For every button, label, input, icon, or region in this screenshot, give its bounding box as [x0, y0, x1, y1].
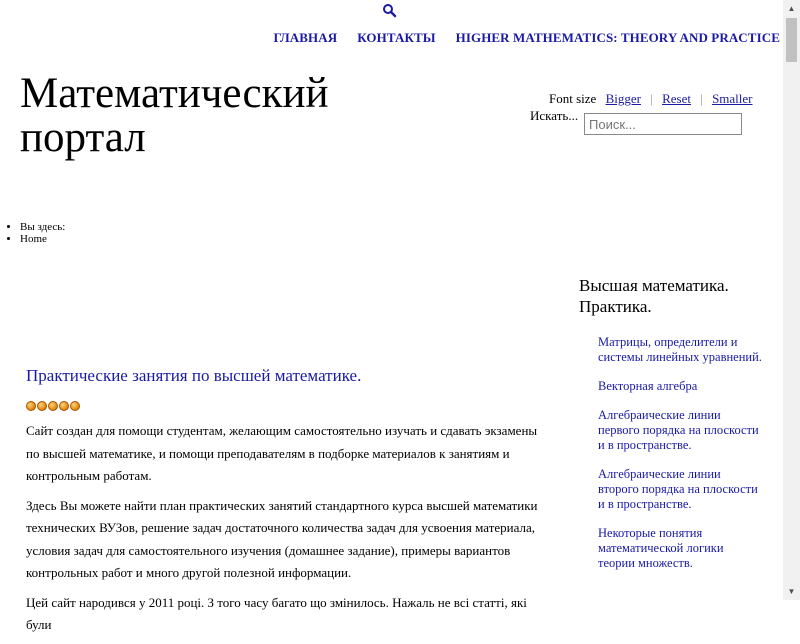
sidebar-link-vector-algebra[interactable]: Векторная алгебра	[598, 379, 698, 393]
article-body	[26, 420, 551, 644]
star-icon[interactable]	[26, 401, 36, 411]
font-bigger-link[interactable]: Bigger	[605, 91, 641, 106]
nav-item-contacts[interactable]: КОНТАКТЫ	[357, 30, 436, 45]
sidebar-link-math-logic[interactable]: Некоторые понятия математической логики теории множеств.	[598, 526, 724, 570]
search-input[interactable]	[584, 113, 742, 135]
star-icon[interactable]	[70, 401, 80, 411]
font-size-label: Font size	[549, 91, 597, 106]
rating-stars[interactable]	[26, 401, 80, 411]
divider: |	[650, 91, 653, 106]
sidebar-link-second-order-lines[interactable]: Алгебраические линии второго порядка на плоскости и в пространстве.	[598, 467, 758, 511]
nav-item-home[interactable]: ГЛАВНАЯ	[273, 30, 338, 45]
search-form	[530, 108, 579, 130]
breadcrumb-home[interactable]: • Home	[20, 233, 65, 245]
scroll-up-icon[interactable]: ▲	[787, 4, 796, 13]
search-label: Искать...	[530, 108, 579, 123]
divider: |	[700, 91, 703, 106]
font-smaller-link[interactable]: Smaller	[712, 91, 753, 106]
scroll-down-icon[interactable]: ▼	[787, 587, 796, 596]
site-title	[20, 72, 329, 160]
sidebar-link-matrices[interactable]: Матрицы, определители и системы линейных уравнений.	[598, 335, 762, 364]
site-title-line2: портал	[20, 114, 146, 161]
sidebar-link-first-order-lines[interactable]: Алгебраические линии первого порядка на плоскости и в пространстве.	[598, 408, 759, 452]
star-icon[interactable]	[59, 401, 69, 411]
breadcrumb-you-are-here: • Вы здесь:	[20, 221, 65, 233]
search-icon[interactable]	[381, 2, 399, 20]
site-title-line1: Математический	[20, 70, 329, 117]
breadcrumb	[20, 221, 65, 245]
nav-item-higher-math[interactable]: HIGHER MATHEMATICS: THEORY AND PRACTICE	[455, 30, 780, 45]
scrollbar[interactable]	[783, 0, 800, 600]
star-icon[interactable]	[37, 401, 47, 411]
article-paragraph: Сайт создан для помощи студентам, желающим самостоятельно изучать и сдавать экзамены по высшей математике, и помощи преподавателям в подборке материалов к занятиям и контрольным работам.	[26, 423, 538, 483]
star-icon[interactable]	[48, 401, 58, 411]
top-nav	[0, 29, 780, 47]
sidebar-menu	[598, 335, 763, 585]
font-reset-link[interactable]: Reset	[662, 91, 691, 106]
scroll-thumb[interactable]	[786, 18, 797, 62]
article-paragraph: Здесь Вы можете найти план практических занятий стандартного курса высшей математики технических ВУЗов, решение задач достаточного количества задач для усвоения материала, условия задач для самостоятельного изучения (домашнее задание), примеры вариантов контрольных работ и много другой полезной информации.	[26, 497, 538, 580]
article-paragraph: Цей сайт народився у 2011 році. З того часу багато що змінилось. Нажаль не всі статті, які були	[26, 594, 527, 632]
font-size-controls	[549, 91, 753, 107]
article-title[interactable]: Практические занятия по высшей математике.	[26, 366, 362, 385]
sidebar-title: Высшая математика. Практика.	[579, 276, 729, 316]
